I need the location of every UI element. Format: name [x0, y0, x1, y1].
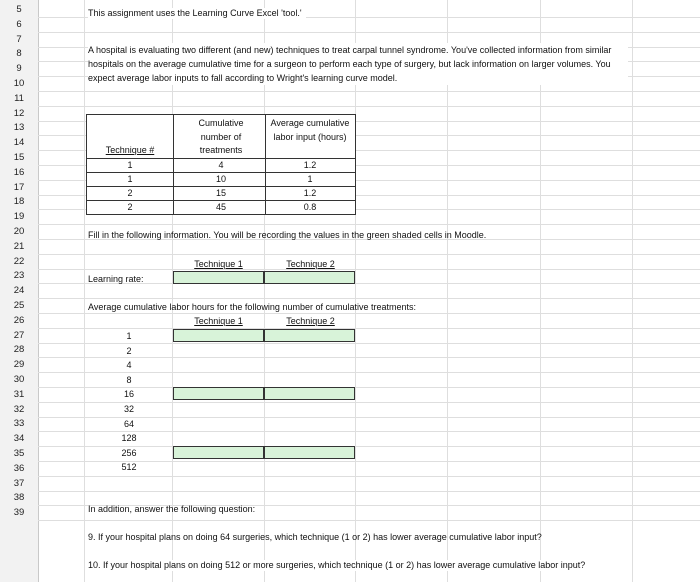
- row-number[interactable]: 21: [13, 240, 25, 252]
- question-10: 10. If your hospital plans on doing 512 or more surgeries, which technique (1 or 2) has lower average cumulative labor input?: [88, 560, 586, 570]
- column-gridline: [540, 0, 541, 582]
- row-number[interactable]: 27: [13, 329, 25, 341]
- row-number[interactable]: 33: [13, 418, 25, 430]
- row-gridline: [38, 491, 700, 492]
- technique-2-subheader: Technique 2: [286, 316, 335, 326]
- question-9: 9. If your hospital plans on doing 64 surgeries, which technique (1 or 2) has lower average cumulative labor input?: [88, 532, 542, 542]
- column-gridline: [632, 0, 633, 582]
- table-cell: 45: [215, 202, 226, 212]
- treatment-count: 512: [121, 462, 137, 473]
- row-number[interactable]: 13: [13, 122, 25, 134]
- table-header-cumulative-treatments: Cumulative number of treatments: [198, 118, 244, 155]
- row-gridline: [38, 357, 700, 358]
- treatment-count: 32: [123, 404, 134, 414]
- row-number[interactable]: 9: [16, 63, 22, 75]
- row-number[interactable]: 34: [13, 433, 25, 445]
- row-gridline: [38, 520, 700, 521]
- avg-hours-technique-1-input[interactable]: [173, 446, 264, 459]
- row-number[interactable]: 6: [16, 18, 22, 30]
- table-cell: 15: [215, 188, 226, 198]
- treatment-count: 256: [121, 447, 137, 458]
- column-gridline: [84, 0, 85, 582]
- treatment-count: 128: [121, 433, 137, 444]
- technique-2-header: Technique 2: [286, 259, 335, 269]
- row-number[interactable]: 14: [13, 137, 25, 149]
- row-number[interactable]: 38: [13, 492, 25, 504]
- table-header-technique: Technique #: [105, 145, 155, 155]
- table-cell: 1.2: [303, 188, 317, 198]
- row-number[interactable]: 31: [13, 388, 25, 400]
- row-gridline: [38, 269, 700, 270]
- row-number[interactable]: 37: [13, 477, 25, 489]
- row-gridline: [38, 32, 700, 33]
- table-cell: 4: [218, 160, 224, 170]
- row-number[interactable]: 15: [13, 152, 25, 163]
- table-cell: 1: [307, 174, 313, 184]
- row-gridline: [38, 254, 700, 255]
- avg-hours-technique-1-input[interactable]: [173, 387, 264, 400]
- row-number[interactable]: 19: [13, 211, 25, 223]
- row-gridline: [38, 343, 700, 344]
- learning-rate-technique-2-input[interactable]: [264, 271, 355, 284]
- treatment-count: 2: [126, 345, 132, 356]
- column-gridline: [172, 0, 173, 582]
- technique-1-subheader: Technique 1: [194, 316, 243, 326]
- row-number[interactable]: 25: [13, 300, 25, 311]
- row-number[interactable]: 8: [16, 48, 22, 60]
- row-gridline: [38, 417, 700, 418]
- row-number[interactable]: 5: [16, 4, 22, 15]
- row-number[interactable]: 23: [13, 270, 25, 282]
- treatment-count: 64: [123, 418, 134, 429]
- header-note: This assignment uses the Learning Curve Excel 'tool.': [88, 8, 306, 19]
- row-number[interactable]: 35: [13, 448, 25, 459]
- intro-paragraph: A hospital is evaluating two different (and new) techniques to treat carpal tunnel syndrome. You've collected information from similar hospitals on the average cumulative time for a surgeon to perform each type of surgery, but lack information on larger volumes. You expect average labor inputs to fall according to Wright's learning curve model.: [88, 43, 628, 85]
- treatment-count: 8: [126, 374, 132, 385]
- row-gridline: [38, 298, 700, 299]
- row-number[interactable]: 17: [13, 181, 25, 193]
- row-number[interactable]: 28: [13, 344, 25, 356]
- row-number[interactable]: 39: [13, 507, 25, 519]
- row-gridline: [38, 313, 700, 314]
- table-cell: 2: [127, 188, 133, 198]
- learning-rate-technique-1-input[interactable]: [173, 271, 264, 284]
- table-cell: 2: [127, 202, 133, 212]
- column-gridline: [447, 0, 448, 582]
- table-cell: 0.8: [303, 202, 317, 212]
- table-cell: 1: [127, 174, 133, 184]
- row-gridline: [38, 387, 700, 388]
- row-gridline: [38, 402, 700, 403]
- row-number[interactable]: 20: [13, 226, 25, 237]
- avg-hours-technique-2-input[interactable]: [264, 387, 355, 400]
- avg-hours-technique-1-input[interactable]: [173, 329, 264, 342]
- treatment-count: 16: [123, 389, 134, 400]
- avg-hours-technique-2-input[interactable]: [264, 446, 355, 459]
- row-number[interactable]: 29: [13, 359, 25, 371]
- row-gridline: [38, 328, 700, 329]
- technique-1-header: Technique 1: [194, 259, 243, 269]
- table-cell: 10: [215, 174, 226, 184]
- row-gridline: [38, 372, 700, 373]
- table-cell: 1: [127, 160, 133, 170]
- treatment-count: 1: [126, 331, 132, 341]
- row-gridline: [38, 476, 700, 477]
- column-gridline: [355, 0, 356, 582]
- row-gridline: [38, 91, 700, 92]
- avg-hours-technique-2-input[interactable]: [264, 329, 355, 342]
- row-number[interactable]: 24: [13, 285, 25, 297]
- row-number[interactable]: 26: [13, 314, 25, 326]
- row-number[interactable]: 11: [14, 92, 24, 104]
- row-number[interactable]: 36: [13, 462, 25, 474]
- fill-instruction: Fill in the following information. You will be recording the values in the green shaded cells in Moodle.: [88, 230, 487, 240]
- row-number[interactable]: 10: [13, 78, 25, 89]
- row-number[interactable]: 32: [13, 403, 25, 415]
- row-gridline: [38, 224, 700, 225]
- row-number[interactable]: 16: [13, 166, 25, 178]
- table-cell: 1.2: [303, 160, 317, 170]
- additional-question-label: In addition, answer the following question:: [88, 504, 256, 514]
- row-gridline: [38, 106, 700, 107]
- row-number[interactable]: 30: [13, 374, 25, 385]
- treatment-count: 4: [126, 360, 132, 371]
- avg-hours-label: Average cumulative labor hours for the following number of cumulative treatments:: [88, 302, 416, 312]
- row-number[interactable]: 18: [13, 196, 25, 208]
- table-header-avg-labor: Average cumulative labor input (hours): [270, 118, 350, 142]
- learning-rate-label: Learning rate:: [88, 274, 144, 284]
- column-gridline: [264, 0, 265, 582]
- row-number[interactable]: 7: [16, 33, 22, 45]
- row-number[interactable]: 22: [13, 255, 25, 267]
- row-number[interactable]: 12: [13, 107, 25, 119]
